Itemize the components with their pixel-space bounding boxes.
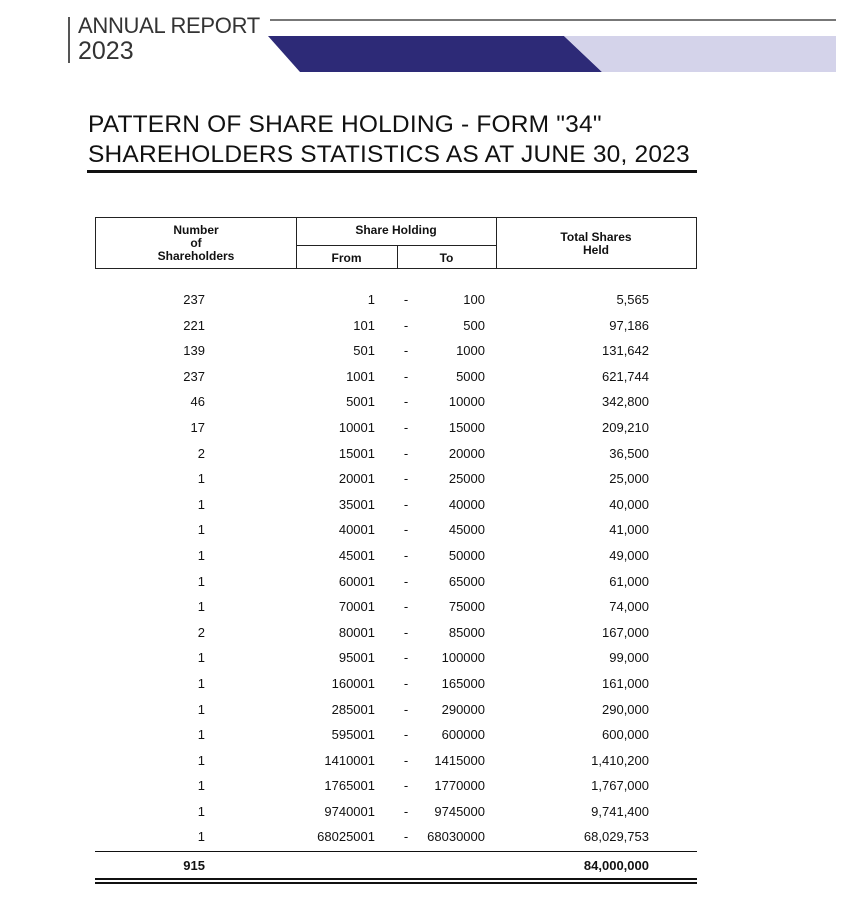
row-total-shares: 49,000 — [609, 547, 649, 563]
row-range-dash: - — [403, 547, 409, 563]
row-range-dash: - — [403, 471, 409, 487]
row-total-shares: 99,000 — [609, 650, 649, 666]
total-bottom-rule — [95, 878, 697, 880]
row-holding-from: 20001 — [338, 471, 375, 487]
header-number-of-shareholders — [96, 224, 296, 263]
row-holding-to: 40000 — [448, 496, 485, 512]
table-row — [95, 622, 697, 648]
row-range-dash: - — [403, 292, 409, 307]
row-holding-to: 10000 — [448, 394, 485, 410]
row-number-of-shareholders: 1 — [197, 727, 205, 743]
row-range-dash: - — [403, 599, 409, 615]
row-number-of-shareholders: 2 — [197, 445, 205, 461]
row-holding-to: 45000 — [448, 522, 485, 538]
row-holding-to: 20000 — [448, 445, 485, 461]
total-top-rule — [95, 851, 697, 852]
row-holding-to: 500 — [463, 317, 485, 333]
header-divider — [397, 245, 398, 268]
header-accent-bar — [68, 17, 70, 63]
row-total-shares: 25,000 — [609, 471, 649, 487]
row-holding-from: 1 — [367, 292, 375, 307]
row-number-of-shareholders: 2 — [197, 624, 205, 640]
table-row — [95, 647, 697, 673]
header-share-holding: Share Holding — [355, 223, 437, 237]
table-row — [95, 801, 697, 827]
row-number-of-shareholders: 1 — [197, 778, 205, 794]
row-number-of-shareholders: 221 — [183, 317, 205, 333]
row-holding-to: 100000 — [441, 650, 485, 666]
row-range-dash: - — [403, 317, 409, 333]
row-range-dash: - — [403, 624, 409, 640]
table-row — [95, 366, 697, 392]
row-range-dash: - — [403, 752, 409, 768]
row-total-shares: 36,500 — [609, 445, 649, 461]
table-row — [95, 315, 697, 341]
table-row — [95, 596, 697, 622]
row-range-dash: - — [403, 496, 409, 512]
row-total-shares: 600,000 — [602, 727, 649, 743]
row-holding-to: 68030000 — [427, 829, 485, 845]
row-total-shares: 97,186 — [609, 317, 649, 333]
total-shareholders: 915 — [183, 858, 205, 873]
row-holding-from: 60001 — [338, 573, 375, 589]
row-holding-to: 65000 — [448, 573, 485, 589]
row-number-of-shareholders: 139 — [183, 343, 205, 359]
row-holding-from: 10001 — [338, 419, 375, 435]
row-number-of-shareholders: 17 — [190, 419, 205, 435]
table-row — [95, 775, 697, 801]
table-row — [95, 545, 697, 571]
row-holding-to: 165000 — [441, 675, 485, 691]
row-number-of-shareholders: 46 — [190, 394, 205, 410]
row-range-dash: - — [403, 445, 409, 461]
row-holding-to: 100 — [463, 292, 485, 307]
row-range-dash: - — [403, 343, 409, 359]
report-year: 2023 — [78, 37, 134, 65]
table-row — [95, 750, 697, 776]
row-holding-from: 285001 — [331, 701, 375, 717]
row-number-of-shareholders: 1 — [197, 829, 205, 845]
header-divider — [296, 218, 297, 268]
header-total-line2: Held — [582, 243, 609, 257]
row-total-shares: 68,029,753 — [583, 829, 649, 845]
row-total-shares: 74,000 — [609, 599, 649, 615]
row-holding-to: 50000 — [448, 547, 485, 563]
row-range-dash: - — [403, 650, 409, 666]
row-total-shares: 621,744 — [602, 368, 649, 384]
row-holding-to: 15000 — [448, 419, 485, 435]
header-divider — [496, 218, 497, 268]
title-line-2: SHAREHOLDERS STATISTICS AS AT JUNE 30, 2023 — [88, 141, 690, 168]
row-holding-from: 1765001 — [324, 778, 375, 794]
row-total-shares: 41,000 — [609, 522, 649, 538]
row-number-of-shareholders: 1 — [197, 650, 205, 666]
table-row — [95, 519, 697, 545]
row-holding-to: 600000 — [441, 727, 485, 743]
row-holding-from: 501 — [353, 343, 375, 359]
row-number-of-shareholders: 1 — [197, 522, 205, 538]
row-holding-from: 160001 — [331, 675, 375, 691]
row-range-dash: - — [403, 727, 409, 743]
row-range-dash: - — [403, 573, 409, 589]
row-total-shares: 61,000 — [609, 573, 649, 589]
row-holding-from: 35001 — [338, 496, 375, 512]
row-holding-to: 5000 — [456, 368, 485, 384]
table-row — [95, 468, 697, 494]
row-total-shares: 167,000 — [602, 624, 649, 640]
row-range-dash: - — [403, 829, 409, 845]
row-holding-from: 70001 — [338, 599, 375, 615]
row-total-shares: 209,210 — [602, 419, 649, 435]
row-number-of-shareholders: 1 — [197, 471, 205, 487]
header-band-light — [564, 36, 836, 72]
row-holding-to: 75000 — [448, 599, 485, 615]
header-from: From — [331, 251, 362, 265]
row-holding-from: 95001 — [338, 650, 375, 666]
row-number-of-shareholders: 1 — [197, 496, 205, 512]
row-total-shares: 40,000 — [609, 496, 649, 512]
row-holding-from: 9740001 — [324, 803, 375, 819]
header-divider — [296, 245, 496, 246]
header-band — [268, 36, 836, 72]
table-row — [95, 494, 697, 520]
row-holding-from: 45001 — [338, 547, 375, 563]
row-total-shares: 131,642 — [602, 343, 649, 359]
row-number-of-shareholders: 1 — [197, 803, 205, 819]
table-body — [95, 289, 697, 852]
header-band-dark — [268, 36, 602, 72]
row-number-of-shareholders: 1 — [197, 752, 205, 768]
table-row — [95, 699, 697, 725]
row-number-of-shareholders: 1 — [197, 547, 205, 563]
header-number-line3: Shareholders — [157, 249, 235, 263]
total-row — [95, 855, 697, 877]
page-title — [88, 110, 690, 170]
row-holding-from: 101 — [353, 317, 375, 333]
row-total-shares: 1,410,200 — [591, 752, 649, 768]
row-range-dash: - — [403, 803, 409, 819]
row-range-dash: - — [403, 522, 409, 538]
row-holding-to: 1770000 — [434, 778, 485, 794]
row-holding-to: 290000 — [441, 701, 485, 717]
row-number-of-shareholders: 1 — [197, 599, 205, 615]
header-number-line1: Number — [173, 223, 219, 237]
title-underline — [87, 170, 697, 173]
row-range-dash: - — [403, 675, 409, 691]
row-holding-to: 9745000 — [434, 803, 485, 819]
table-header — [95, 217, 697, 269]
table-row — [95, 391, 697, 417]
row-range-dash: - — [403, 368, 409, 384]
row-range-dash: - — [403, 701, 409, 717]
row-holding-from: 595001 — [331, 727, 375, 743]
row-holding-from: 15001 — [338, 445, 375, 461]
row-total-shares: 9,741,400 — [591, 803, 649, 819]
row-holding-from: 1410001 — [324, 752, 375, 768]
title-line-1: PATTERN OF SHARE HOLDING - FORM "34" — [88, 111, 602, 138]
row-number-of-shareholders: 237 — [183, 368, 205, 384]
total-bottom-rule — [95, 882, 697, 884]
row-holding-from: 40001 — [338, 522, 375, 538]
table-row — [95, 417, 697, 443]
row-holding-from: 80001 — [338, 624, 375, 640]
report-label: ANNUAL REPORT — [78, 13, 260, 38]
row-number-of-shareholders: 1 — [197, 701, 205, 717]
total-shares-held: 84,000,000 — [583, 858, 649, 873]
row-holding-to: 25000 — [448, 471, 485, 487]
table-row — [95, 826, 697, 852]
table-row — [95, 443, 697, 469]
row-range-dash: - — [403, 778, 409, 794]
row-holding-to: 1415000 — [434, 752, 485, 768]
row-total-shares: 290,000 — [602, 701, 649, 717]
row-holding-from: 1001 — [346, 368, 375, 384]
row-holding-to: 1000 — [456, 343, 485, 359]
table-row — [95, 571, 697, 597]
header-rule — [270, 19, 836, 21]
table-row — [95, 724, 697, 750]
row-number-of-shareholders: 1 — [197, 675, 205, 691]
table-row — [95, 289, 697, 315]
row-number-of-shareholders: 1 — [197, 573, 205, 589]
row-total-shares: 342,800 — [602, 394, 649, 410]
header-number-line2: of — [190, 236, 202, 250]
row-holding-to: 85000 — [448, 624, 485, 640]
row-total-shares: 161,000 — [602, 675, 649, 691]
row-number-of-shareholders: 237 — [183, 292, 205, 307]
row-range-dash: - — [403, 394, 409, 410]
row-holding-from: 5001 — [346, 394, 375, 410]
header-total-shares-held — [496, 231, 696, 257]
row-holding-from: 68025001 — [317, 829, 375, 845]
header-total-line1: Total Shares — [560, 230, 632, 244]
row-total-shares: 5,565 — [616, 292, 649, 307]
table-row — [95, 673, 697, 699]
row-range-dash: - — [403, 419, 409, 435]
header-to: To — [439, 251, 454, 265]
row-total-shares: 1,767,000 — [591, 778, 649, 794]
table-row — [95, 340, 697, 366]
